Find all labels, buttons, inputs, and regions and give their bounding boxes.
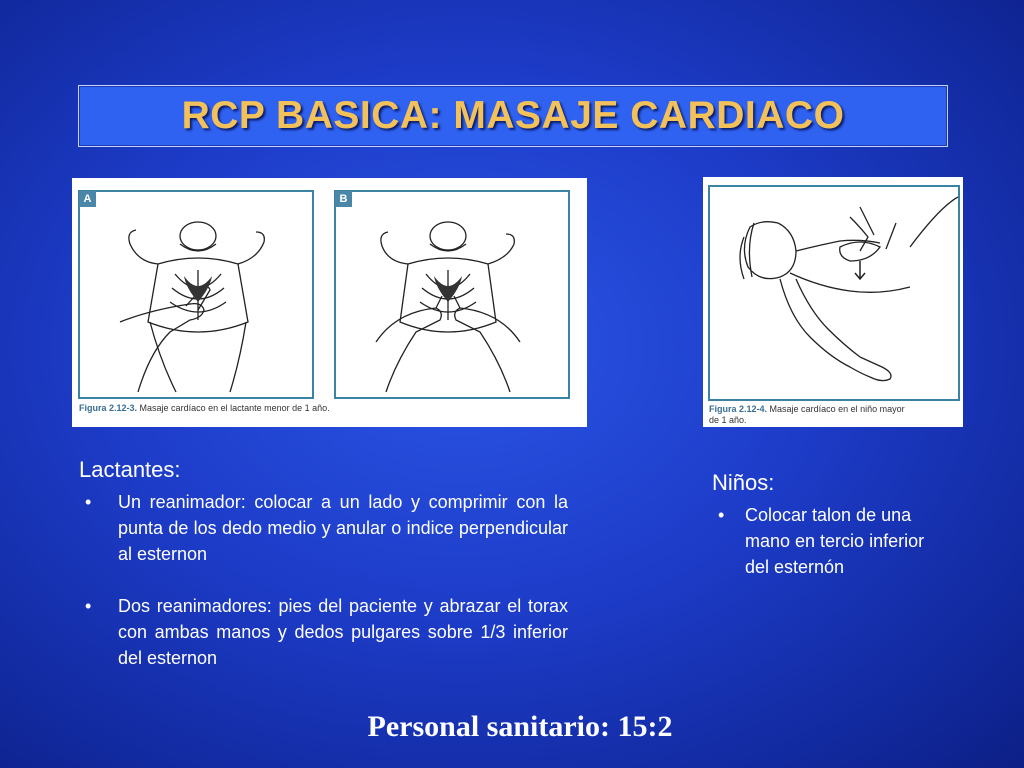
child-cpr-figure — [703, 177, 963, 427]
child-one-hand-illustration — [710, 187, 958, 399]
infants-list — [79, 489, 568, 671]
panel-a-label: A — [79, 191, 96, 207]
list-item: • Un reanimador: colocar a un lado y comprimir con la punta de los dedo medio y anular o indice perpendicular al esternon — [79, 489, 568, 567]
title-box — [78, 85, 948, 147]
children-section — [712, 470, 927, 580]
infant-caption-number: Figura 2.12-3. — [79, 403, 138, 413]
infant-caption-text: Masaje cardíaco en el lactante menor de 1 año. — [139, 403, 330, 413]
list-item: • Dos reanimadores: pies del paciente y abrazar el torax con ambas manos y dedos pulgares sobre 1/3 inferior del esternon — [79, 593, 568, 671]
child-caption-text-line2: de 1 año. — [709, 415, 747, 425]
infant-cpr-figure — [72, 178, 587, 427]
list-item: • Colocar talon de una mano en tercio inferior del esternón — [712, 502, 927, 580]
infant-panel-b — [334, 190, 570, 399]
children-heading: Niños: — [712, 470, 775, 495]
child-panel — [708, 185, 960, 401]
child-figure-caption — [709, 404, 905, 426]
infant-two-finger-illustration — [80, 192, 312, 397]
infant-two-thumb-illustration — [336, 192, 568, 397]
panel-b-label: B — [335, 191, 352, 207]
child-caption-number: Figura 2.12-4. — [709, 404, 768, 414]
slide-title: RCP BASICA: MASAJE CARDIACO — [181, 94, 845, 137]
infants-heading: Lactantes: — [79, 457, 181, 482]
child-caption-text-line1: Masaje cardíaco en el niño mayor — [769, 404, 905, 414]
children-list — [712, 502, 927, 580]
infant-figure-caption — [79, 403, 330, 413]
infant-panel-a — [78, 190, 314, 399]
infants-section — [79, 457, 568, 671]
footer-ratio: Personal sanitario: 15:2 — [367, 710, 673, 743]
